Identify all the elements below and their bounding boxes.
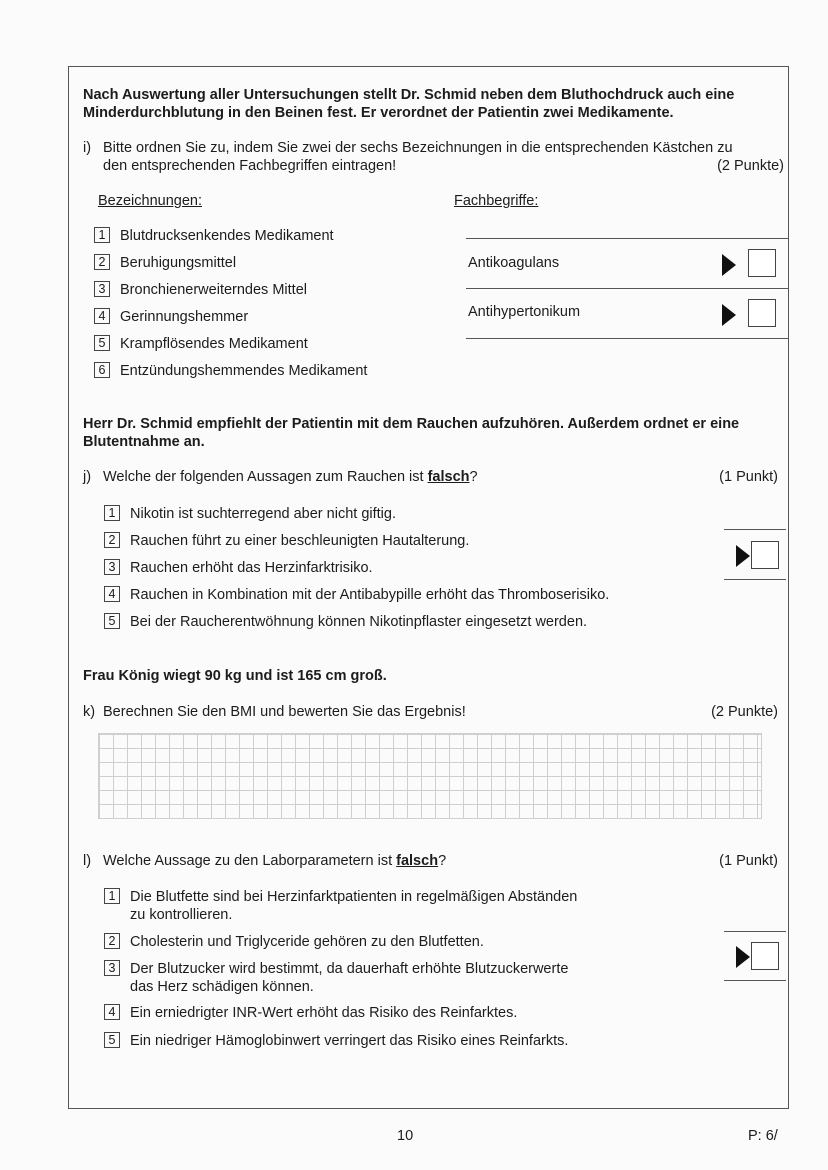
question-j-text-before: Welche der folgenden Aussagen zum Rauchen ist [103, 469, 428, 485]
answer-box-l[interactable] [751, 942, 779, 970]
falsch-emphasis: falsch [427, 469, 470, 485]
answer-area-line [724, 980, 786, 981]
intro-paragraph-1 [83, 86, 788, 122]
intro-paragraph-3: Frau König wiegt 90 kg und ist 165 cm groß. [83, 668, 387, 684]
question-letter: k) [83, 704, 96, 720]
option-number-box: 3 [104, 960, 120, 976]
option-number-box: 3 [104, 559, 120, 575]
question-k-text: Berechnen Sie den BMI und bewerten Sie das Ergebnis! [103, 704, 466, 720]
option-text: Nikotin ist suchterregend aber nicht giftig. [130, 506, 396, 522]
term-table-line [466, 338, 788, 339]
question-k [83, 703, 788, 721]
option-number-box: 1 [104, 505, 120, 521]
arrow-right-icon [736, 545, 750, 567]
intro-1-line-1: Nach Auswertung aller Untersuchungen stellt Dr. Schmid neben dem Bluthochdruck auch eine [83, 87, 735, 103]
option-text: Krampflösendes Medikament [120, 336, 308, 352]
option-text: Blutdrucksenkendes Medikament [120, 228, 334, 244]
option-text: Bronchienerweiterndes Mittel [120, 282, 307, 298]
option-text-line-2: zu kontrollieren. [130, 907, 233, 923]
points-label: (1 Punkt) [719, 853, 778, 869]
answer-area-line [724, 579, 786, 580]
question-letter: j) [83, 469, 92, 485]
option-number-box: 3 [94, 281, 110, 297]
option-number-box: 5 [104, 613, 120, 629]
option-text-line-1: Die Blutfette sind bei Herzinfarktpatienten in regelmäßigen Abständen [130, 889, 578, 905]
answer-box-j[interactable] [751, 541, 779, 569]
option-number-box: 2 [94, 254, 110, 270]
option-text: Rauchen erhöht das Herzinfarktrisiko. [130, 560, 373, 576]
option-text [130, 933, 630, 951]
option-text-line-1: Der Blutzucker wird bestimmt, da dauerhaft erhöhte Blutzuckerwerte [130, 961, 569, 977]
question-l-text [103, 852, 446, 870]
option-text: Rauchen in Kombination mit der Antibabypille erhöht das Thromboserisiko. [130, 587, 610, 603]
answer-box-antihypertonikum[interactable] [748, 299, 776, 327]
option-text-line-2: das Herz schädigen können. [130, 979, 314, 995]
arrow-right-icon [736, 946, 750, 968]
option-text: Gerinnungshemmer [120, 309, 249, 325]
question-i-line-1: Bitte ordnen Sie zu, indem Sie zwei der sechs Bezeichnungen in die entsprechenden Kästchen zu [103, 140, 733, 156]
term-table-line [466, 238, 788, 239]
points-label: (2 Punkte) [717, 158, 784, 174]
term-table-line [466, 288, 788, 289]
question-l-text-after: ? [438, 853, 447, 869]
intro-2-line-1: Herr Dr. Schmid empfiehlt der Patientin mit dem Rauchen aufzuhören. Außerdem ordnet er eine [83, 416, 740, 432]
option-number-box: 4 [94, 308, 110, 324]
option-text: Rauchen führt zu einer beschleunigten Hautalterung. [130, 533, 470, 549]
arrow-right-icon [722, 254, 736, 276]
question-j-text-after: ? [469, 469, 478, 485]
answer-box-antikoagulans[interactable] [748, 249, 776, 277]
question-i-line-2: den entsprechenden Fachbegriffen eintragen! [103, 158, 397, 174]
option-text [130, 1004, 630, 1022]
question-l-text-before: Welche Aussage zu den Laborparametern ist [103, 853, 397, 869]
option-number-box: 5 [94, 335, 110, 351]
question-letter: l) [83, 853, 92, 869]
term-antikoagulans: Antikoagulans [468, 255, 560, 271]
answer-grid[interactable] [98, 733, 762, 819]
option-text [130, 1032, 630, 1050]
intro-2-line-2: Blutentnahme an. [83, 434, 205, 450]
option-number-box: 1 [104, 888, 120, 904]
fachbegriffe-heading: Fachbegriffe: [454, 193, 539, 209]
answer-area-line [724, 931, 786, 932]
option-text [130, 888, 630, 924]
option-text: Bei der Raucherentwöhnung können Nikotinpflaster eingesetzt werden. [130, 614, 588, 630]
page-number: 10 [397, 1128, 414, 1144]
question-letter: i) [83, 140, 92, 156]
option-number-box: 4 [104, 586, 120, 602]
arrow-right-icon [722, 304, 736, 326]
option-number-box: 2 [104, 532, 120, 548]
points-label: (1 Punkt) [719, 469, 778, 485]
option-number-box: 4 [104, 1004, 120, 1020]
option-text-line-1: Ein niedriger Hämoglobinwert verringert das Risiko eines Reinfarkts. [130, 1033, 569, 1049]
question-i-text [103, 139, 733, 175]
option-number-box: 6 [94, 362, 110, 378]
bezeichnungen-heading: Bezeichnungen: [98, 193, 202, 209]
option-text [130, 960, 630, 996]
falsch-emphasis: falsch [396, 853, 439, 869]
question-i [83, 139, 788, 175]
option-text-line-1: Ein erniedrigter INR-Wert erhöht das Risiko des Reinfarktes. [130, 1005, 518, 1021]
question-l [83, 852, 788, 870]
answer-area-line [724, 529, 786, 530]
option-number-box: 1 [94, 227, 110, 243]
option-number-box: 5 [104, 1032, 120, 1048]
option-text: Entzündungshemmendes Medikament [120, 363, 368, 379]
page-code: P: 6/ [748, 1128, 778, 1144]
option-number-box: 2 [104, 933, 120, 949]
question-j [83, 468, 788, 486]
points-label: (2 Punkte) [711, 704, 778, 720]
intro-paragraph-2 [83, 415, 788, 451]
option-text-line-1: Cholesterin und Triglyceride gehören zu den Blutfetten. [130, 934, 484, 950]
intro-1-line-2: Minderdurchblutung in den Beinen fest. Er verordnet der Patientin zwei Medikamente. [83, 105, 674, 121]
question-j-text [103, 468, 478, 486]
term-antihypertonikum: Antihypertonikum [468, 304, 581, 320]
option-text: Beruhigungsmittel [120, 255, 237, 271]
